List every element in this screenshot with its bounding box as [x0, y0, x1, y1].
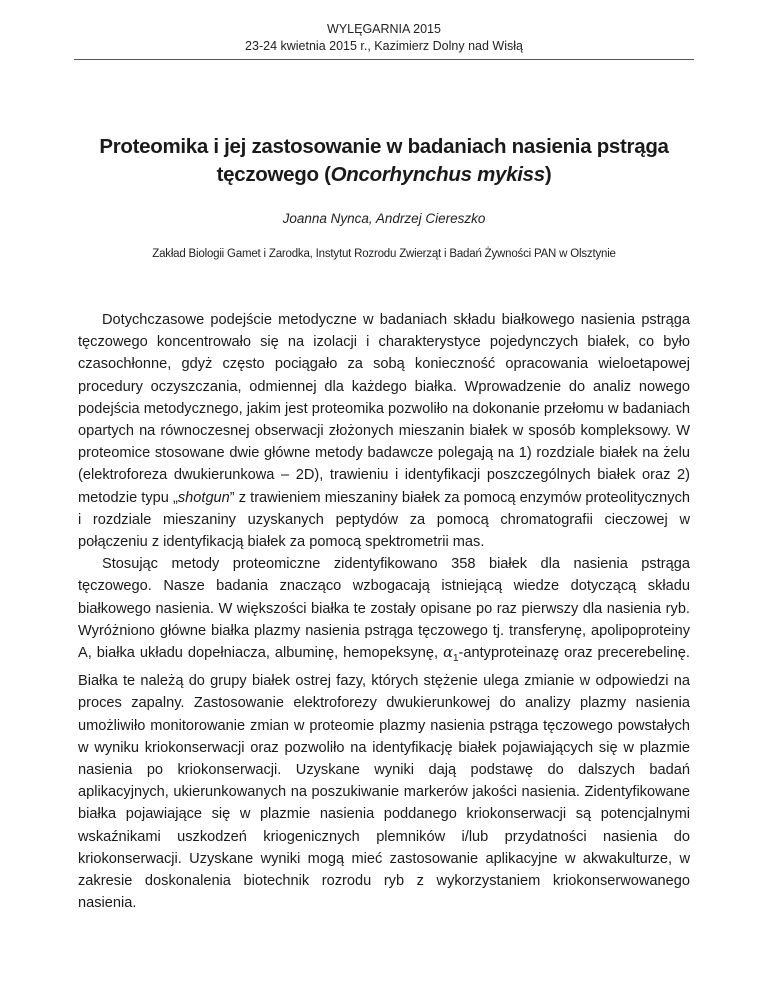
shotgun-term: shotgun — [177, 489, 230, 506]
paragraph-2-text-b: -antyproteinazę oraz precerebelinę. Białka te należą do grupy białek ostrej fazy, których stężenie ulega zmianie w odpowiedzi na proces zapalny. Zastosowanie elektroforezy dwukierunkowej do analizy plazmy nasienia umożliwiło monitorowanie zmian w proteomie plazmy nasienia pstrąga tęczowego powstałych w wyniku kriokonserwacji oraz pozwoliło na identyfikację białek pojawiających się w plazmie nasienia po kriokonserwacji. Uzyskane wyniki dają podstawę do dalszych badań aplikacyjnych, ukierunkowanych na poszukiwanie markerów jakości nasienia. Zidentyfikowane białka pojawiające się w plazmie nasienia poddanego kriokonserwacji są potencjalnymi wskaźnikami uszkodzeń kriogenicznych plemników i/lub przydatności nasienia do kriokonserwacji. Uzyskane wyniki mogą mieć zastosowanie aplikacyjne w akwakulturze, w zakresie doskonalenia biotechnik rozrodu ryb z wykorzystaniem kriokonserwowanego nasienia. — [78, 645, 690, 912]
title-line-2 — [60, 161, 708, 189]
running-header — [0, 21, 768, 55]
paragraph-1-text-b: ” z trawieniem mieszaniny białek za pomocą enzymów proteolitycznych i rozdziale mieszaniny uzyskanych peptydów za pomocą chromatografii cieczowej w połączeniu z identyfikacją białek za pomocą spektrometrii mas. — [78, 489, 690, 551]
paragraph-2 — [78, 553, 690, 914]
affiliation: Zakład Biologii Gamet i Zarodka, Instytut Rozrodu Zwierząt i Badań Żywności PAN w Olsztynie — [152, 248, 616, 260]
conference-name: WYLĘGARNIA 2015 — [327, 22, 441, 36]
title-suffix: ) — [544, 163, 552, 186]
species-name: Oncorhynchus mykiss — [330, 163, 545, 186]
alpha-subscript: 1 — [452, 652, 459, 664]
authors: Joanna Nynca, Andrzej Ciereszko — [282, 211, 486, 226]
title-line-1: Proteomika i jej zastosowanie w badaniach nasienia pstrąga — [99, 135, 669, 158]
alpha-symbol: α — [443, 644, 453, 662]
abstract-body — [78, 309, 690, 914]
header-divider — [74, 59, 694, 60]
paragraph-1-text-a: Dotychczasowe podejście metodyczne w badaniach składu białkowego nasienia pstrąga tęczowego koncentrowało się na izolacji i charakterystyce pojedynczych białek, co było czasochłonne, gdyż często pociągało za sobą konieczność opracowania wieloetapowej procedury oczyszczania, odmiennej dla każdego białka. Wprowadzenie do analiz nowego podejścia metodycznego, jakim jest proteomika pozwoliło na dokonanie przełomu w badaniach opartych na równoczesnej obserwacji złożonych mieszanin białek w sposób kompleksowy. W proteomice stosowane dwie główne metody badawcze polegają na 1) rozdziale białek na żelu (elektroforeza dwukierunkowa – 2D), trawieniu i identyfikacji poszczególnych białek oraz 2) metodzie typu „ — [78, 312, 690, 506]
paragraph-2-text-a: Stosując metody proteomiczne zidentyfikowano 358 białek dla nasienia pstrąga tęczowego. Nasze badania znacząco wzbogacają istniejącą wiedze dotyczącą składu białkowego nasienia. W większości białka te zostały opisane po raz pierwszy dla nasienia ryb. Wyróżniono główne białka plazmy nasienia pstrąga tęczowego tj. transferynę, apolipoproteiny A, białka układu dopełniacza, albuminę, hemopeksynę, — [78, 556, 690, 662]
title-prefix: tęczowego ( — [216, 163, 331, 186]
paragraph-1 — [78, 309, 690, 553]
paper-title — [60, 133, 708, 189]
conference-date-place: 23-24 kwietnia 2015 r., Kazimierz Dolny nad Wisłą — [245, 39, 523, 53]
